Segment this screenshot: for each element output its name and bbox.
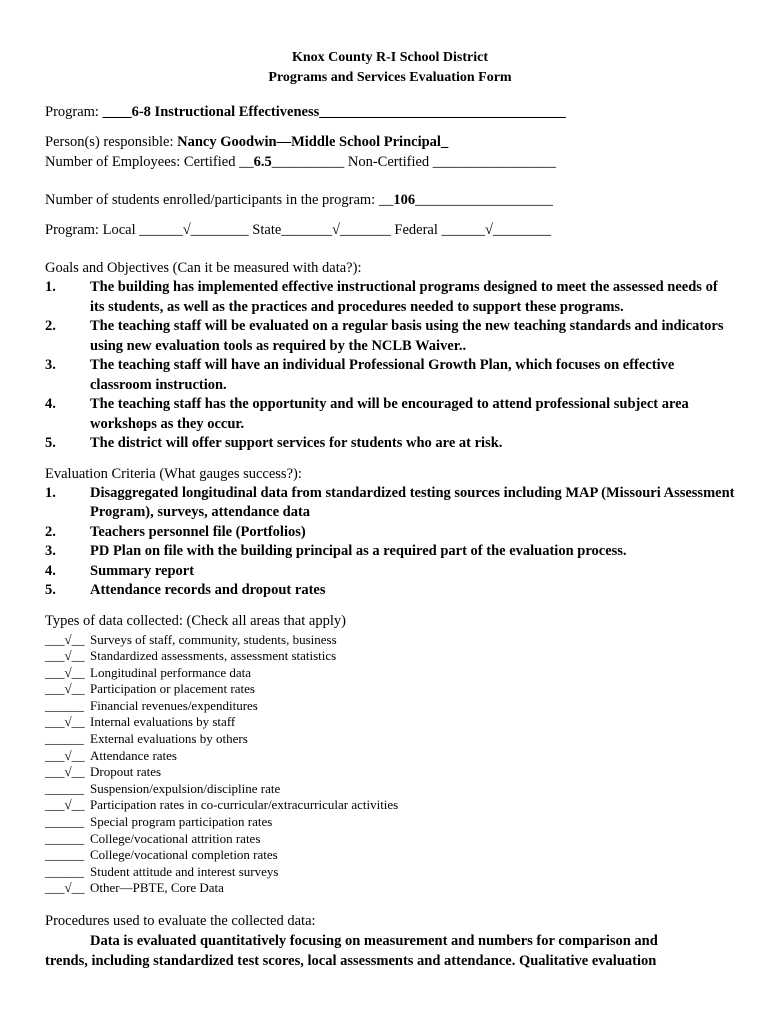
data-type-item [45,665,735,682]
data-type-item [45,814,735,831]
data-type-label: Longitudinal performance data [90,664,251,680]
item-text: The district will offer support services for students who are at risk. [90,435,503,451]
data-type-label: Surveys of staff, community, students, business [90,631,337,647]
persons-label: Person(s) responsible: [45,134,174,150]
data-types-heading: Types of data collected: (Check all areas that apply) [45,612,346,629]
data-type-label: Other—PBTE, Core Data [90,880,224,896]
data-type-item [45,847,735,864]
data-type-label: Financial revenues/expenditures [90,697,258,713]
criteria-item [45,523,735,543]
item-text: The teaching staff will be evaluated on a regular basis using the new teaching standards and indicators using new evaluation tools as required by the NCLB Waiver.. [90,318,724,354]
criteria-list [45,484,735,601]
item-text: The teaching staff has the opportunity and will be encouraged to attend professional subject area workshops as they occur. [90,396,689,432]
check-mark: ______ [45,780,84,796]
program-level-row: Program: Local ______√________ State_______√_______ Federal ______√________ [45,222,551,238]
check-mark: ______ [45,830,84,846]
item-text: Summary report [90,562,195,579]
item-number: 1. [45,484,56,501]
criteria-item [45,562,735,582]
item-number: 4. [45,396,56,412]
students-count: 106 [393,192,416,208]
students-label: Number of students enrolled/participants in the program: __ [45,192,394,208]
goal-item [45,317,735,356]
data-type-item [45,797,735,814]
data-type-item [45,880,735,897]
item-number: 5. [45,582,56,598]
check-mark: ___√__ [45,764,85,780]
criteria-item [45,484,735,523]
item-number: 5. [45,435,56,451]
item-text: The building has implemented effective instructional programs designed to meet the assessed needs of its students, as well as the practices and procedures needed to support these programs. [90,279,718,315]
data-type-item [45,681,735,698]
item-text: PD Plan on file with the building principal as a required part of the evaluation process. [90,543,627,559]
check-mark: ___√__ [45,747,85,763]
item-number: 1. [45,279,56,295]
persons-value: Nancy Goodwin—Middle School Principal_ [177,134,449,150]
check-mark: ___√__ [45,648,85,664]
check-mark: ______ [45,814,84,830]
item-text: Disaggregated longitudinal data from standardized testing sources including MAP (Missouri Assessment Program), surveys, attendance data [90,484,735,520]
item-text: Teachers personnel file (Portfolios) [90,523,306,540]
data-type-item [45,714,735,731]
employees-label: Number of Employees: Certified __ [45,154,254,170]
procedures-heading: Procedures used to evaluate the collected data: [45,913,316,929]
data-type-label: College/vocational attrition rates [90,830,261,846]
goal-item [45,278,735,317]
goal-item [45,395,735,434]
persons-row [45,132,735,152]
data-type-label: Internal evaluations by staff [90,714,236,730]
data-type-label: Dropout rates [90,764,162,780]
check-mark: ___√__ [45,664,85,680]
criteria-item [45,542,735,562]
district-name: Knox County R-I School District [291,50,488,65]
data-type-item [45,698,735,715]
data-type-label: Participation rates in co-curricular/extracurricular activities [90,797,399,813]
data-type-item [45,748,735,765]
check-mark: ______ [45,847,84,863]
goals-heading: Goals and Objectives (Can it be measured with data?): [45,260,362,276]
data-type-label: College/vocational completion rates [90,847,278,863]
item-number: 4. [45,562,56,579]
data-type-label: Special program participation rates [90,814,273,830]
goal-item [45,356,735,395]
check-mark: ______ [45,731,84,747]
program-label: Program: [45,104,99,120]
data-type-label: Attendance rates [90,747,177,763]
students-row [45,190,735,210]
item-number: 3. [45,357,56,373]
students-rest: ___________________ [415,192,553,208]
program-row [45,102,735,122]
check-mark: ______ [45,863,84,879]
item-number: 2. [45,523,56,540]
data-type-item [45,764,735,781]
data-type-item [45,831,735,848]
procedures-text-line2: trends, including standardized test scores, local assessments and attendance. Qualitative evaluation [45,953,657,969]
certified-count: 6.5 [253,154,272,170]
item-text: The teaching staff will have an individual Professional Growth Plan, which focuses on effective classroom instruction. [90,357,675,393]
check-mark: ___√__ [45,714,85,730]
data-type-item [45,632,735,649]
data-type-label: External evaluations by others [90,731,248,747]
item-text: Attendance records and dropout rates [90,582,326,598]
procedures-text-line1: Data is evaluated quantitatively focusing on measurement and numbers for comparison and [90,933,658,949]
check-mark: ___√__ [45,880,85,896]
form-title: Programs and Services Evaluation Form [268,70,512,85]
data-type-label: Participation or placement rates [90,681,255,697]
data-type-item [45,731,735,748]
item-number: 2. [45,318,56,334]
item-number: 3. [45,543,56,559]
check-mark: ___√__ [45,631,85,647]
data-type-label: Standardized assessments, assessment statistics [90,648,337,664]
data-types-checklist [45,632,735,898]
program-value: ____6-8 Instructional Effectiveness__________________________________ [102,104,566,120]
data-type-label: Suspension/expulsion/discipline rate [90,780,281,796]
goal-item [45,434,735,454]
criteria-item [45,581,735,601]
data-type-label: Student attitude and interest surveys [90,863,279,879]
check-mark: ______ [45,697,84,713]
check-mark: ___√__ [45,681,85,697]
evaluation-form [45,44,735,971]
check-mark: ___√__ [45,797,85,813]
criteria-heading: Evaluation Criteria (What gauges success?): [45,465,302,482]
data-type-item [45,864,735,881]
data-type-item [45,781,735,798]
data-type-item [45,648,735,665]
employees-row [45,152,735,172]
employees-rest: __________ Non-Certified _________________ [271,154,557,170]
goals-list [45,278,735,454]
